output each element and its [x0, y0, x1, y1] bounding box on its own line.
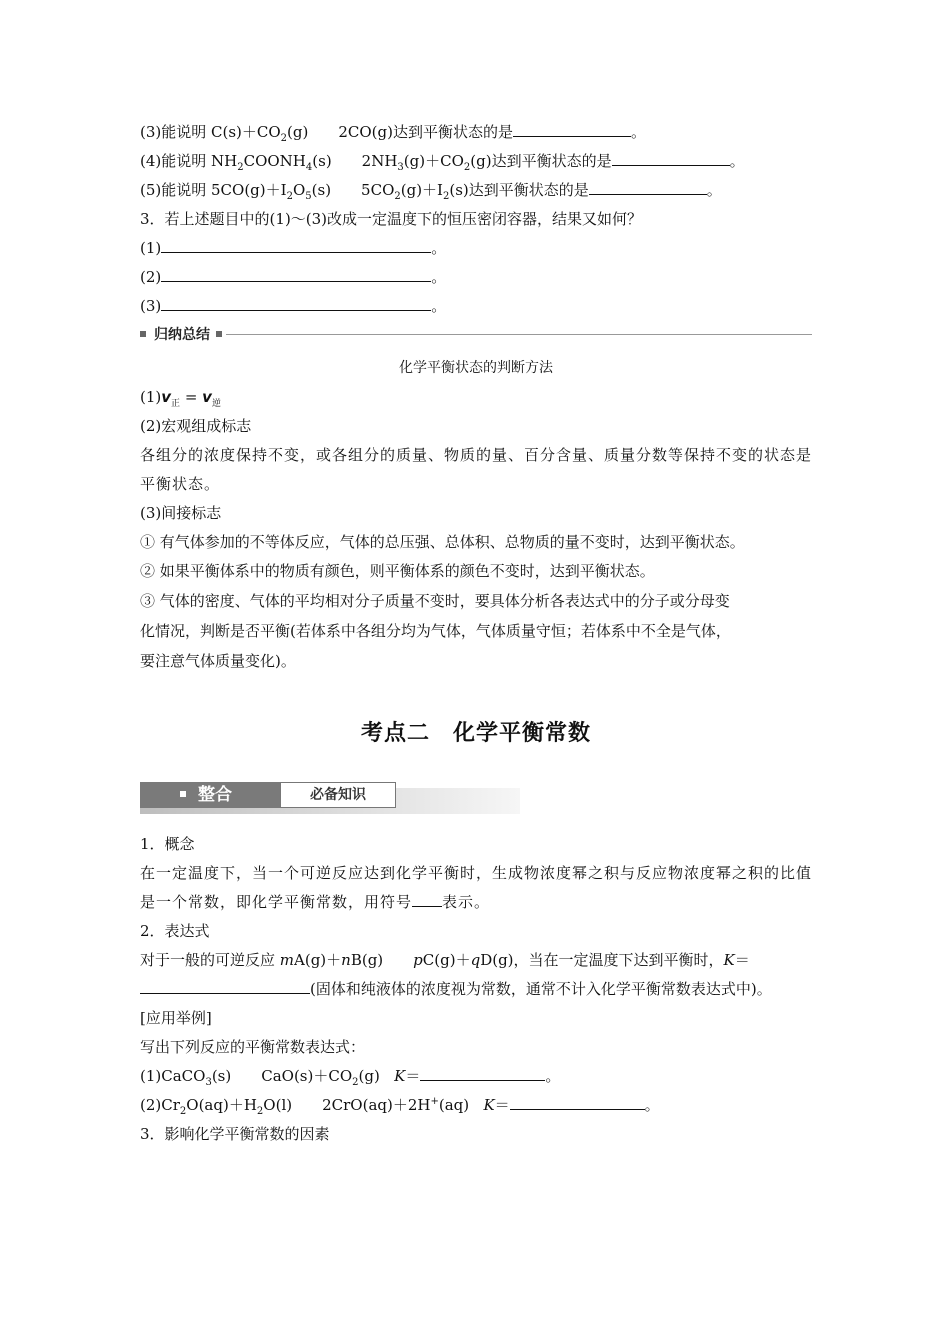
ex2-text: 2CrO(aq)＋2H — [322, 1096, 431, 1114]
coef-m: m — [279, 951, 295, 969]
divider — [226, 334, 812, 335]
heading-expression: 2．表达式 — [140, 922, 210, 940]
expr-note: (固体和纯液体的浓度视为常数，通常不计入化学平衡常数表达式中)。 — [310, 980, 772, 998]
question-extra-text: 3．若上述题目中的(1)～(3)改成一定温度下的恒压密闭容器，结果又如何？ — [140, 210, 643, 228]
sub: 2 — [286, 191, 293, 202]
period: 。 — [545, 1067, 561, 1085]
criterion-3: ③ 气体的密度、气体的平均相对分子质量不变时，要具体分析各表达式中的分子或分母变 — [140, 592, 730, 610]
sub-ni: 逆 — [211, 399, 221, 409]
sub: 2 — [256, 1106, 264, 1117]
section-title: 考点二 化学平衡常数 — [360, 721, 591, 746]
period: 。 — [644, 1096, 660, 1114]
ex2-text: (aq) — [438, 1096, 470, 1114]
sub: 3 — [205, 1077, 212, 1088]
sub: 5 — [305, 191, 312, 202]
period: 。 — [729, 152, 745, 170]
answer-blank[interactable] — [161, 238, 431, 253]
sub: 2 — [394, 191, 401, 202]
answer-blank[interactable] — [161, 296, 431, 311]
q5-text: (5)能说明 5CO(g)＋I — [140, 181, 287, 199]
ex2-text: O(l) — [263, 1096, 293, 1114]
answer-blank[interactable] — [140, 979, 310, 994]
summary-item-1 — [140, 383, 812, 412]
equals: ＝ — [734, 951, 750, 969]
summary-header-bar — [140, 323, 812, 345]
expr-text: C(g)＋ — [422, 951, 471, 969]
q4-text: COONH — [243, 152, 306, 170]
v-symbol: v — [161, 388, 172, 406]
tag-light-label: 必备知识 — [280, 782, 396, 808]
answer-blank[interactable] — [513, 122, 631, 137]
ex1-text: (1)CaCO — [140, 1067, 206, 1085]
sub: 3 — [397, 162, 404, 173]
q5-text: (s)达到平衡状态的是 — [449, 181, 589, 199]
expression-line — [140, 946, 812, 975]
sub: 2 — [179, 1106, 187, 1117]
expr-text: D(g)，当在一定温度下达到平衡时， — [480, 951, 724, 969]
sub: 4 — [305, 162, 313, 173]
equals: ＝ — [494, 1096, 510, 1114]
ex2-text: O(aq)＋H — [186, 1096, 257, 1114]
example-1 — [140, 1062, 812, 1091]
example-intro: 写出下列反应的平衡常数表达式： — [140, 1038, 366, 1056]
k-symbol: K — [723, 951, 735, 969]
k-symbol: K — [483, 1096, 495, 1114]
answer-blank[interactable] — [412, 892, 442, 907]
period: 。 — [630, 123, 646, 141]
q4-text: (s) — [312, 152, 332, 170]
q4-text: (g)达到平衡状态的是 — [470, 152, 612, 170]
question-extra — [140, 205, 812, 234]
item-prefix: (1) — [140, 388, 162, 406]
ex1-text: (g) — [358, 1067, 380, 1085]
ex1-text: (s) — [211, 1067, 232, 1085]
tag-dark-label: 整合 — [198, 785, 232, 805]
ex2-text: (2)Cr — [140, 1096, 180, 1114]
answer-blank[interactable] — [589, 180, 707, 195]
sub-zheng: 正 — [171, 399, 181, 409]
question-4 — [140, 147, 812, 176]
equals: ＝ — [405, 1067, 421, 1085]
sub: 2 — [280, 133, 288, 144]
question-5 — [140, 176, 812, 205]
period: 。 — [431, 239, 447, 257]
tag-dark — [140, 782, 280, 808]
sub: 2 — [463, 162, 471, 173]
answer-line-1 — [140, 234, 812, 263]
expr-text: B(g) — [350, 951, 384, 969]
document-page — [140, 118, 812, 1149]
q3-text: 2CO(g)达到平衡状态的是 — [338, 123, 513, 141]
period: 。 — [431, 268, 447, 286]
sub: 2 — [352, 1077, 359, 1088]
tag-bar — [140, 782, 520, 816]
example-2 — [140, 1091, 812, 1120]
summary-title: 化学平衡状态的判断方法 — [399, 360, 553, 376]
expr-text: 对于一般的可逆反应 — [140, 951, 280, 969]
q3-text: (3)能说明 C(s)＋CO — [140, 123, 281, 141]
coef-q: q — [470, 951, 481, 969]
criterion-3-cont: 化情况，判断是否平衡(若体系中各组分均为气体，气体质量守恒；若体系中不全是气体， — [140, 622, 731, 640]
q5-text: O — [292, 181, 306, 199]
concept-text-end: 表示。 — [442, 893, 491, 911]
expression-line-2 — [140, 975, 812, 1004]
q5-text: 5CO — [361, 181, 395, 199]
criterion-3-cont: 要注意气体质量变化)。 — [140, 652, 296, 670]
answer-blank[interactable] — [510, 1095, 645, 1110]
period: 。 — [706, 181, 722, 199]
summary-item-2: (2)宏观组成标志 — [140, 417, 252, 435]
answer-line-2 — [140, 263, 812, 292]
square-bullet-icon — [140, 331, 146, 337]
v-symbol: v — [202, 388, 212, 406]
answer-blank[interactable] — [161, 267, 431, 282]
period: 。 — [431, 297, 447, 315]
answer-label: (3) — [140, 297, 162, 315]
criterion-1: ① 有气体参加的不等体反应，气体的总压强、总体积、总物质的量不变时，达到平衡状态。 — [140, 533, 745, 551]
answer-line-3 — [140, 292, 812, 321]
sup-plus: + — [430, 1096, 439, 1107]
q4-text: (g)＋CO — [403, 152, 464, 170]
answer-label: (2) — [140, 268, 162, 286]
summary-label: 归纳总结 — [154, 327, 210, 343]
equals: = — [180, 388, 203, 406]
coef-p: p — [413, 951, 423, 969]
heading-factors: 3．影响化学平衡常数的因素 — [140, 1125, 330, 1143]
summary-item-2-text: 各组分的浓度保持不变，或各组分的质量、物质的量、百分含量、质量分数等保持不变的状态是平衡状态。 — [140, 446, 813, 493]
concept-paragraph — [140, 859, 812, 917]
question-3 — [140, 118, 812, 147]
coef-n: n — [341, 951, 351, 969]
summary-item-3: (3)间接标志 — [140, 504, 222, 522]
sub: 2 — [442, 191, 450, 202]
answer-blank[interactable] — [420, 1066, 545, 1081]
answer-blank[interactable] — [612, 151, 730, 166]
expr-text: A(g)＋ — [294, 951, 342, 969]
criterion-2: ② 如果平衡体系中的物质有颜色，则平衡体系的颜色不变时，达到平衡状态。 — [140, 562, 655, 580]
heading-concept: 1．概念 — [140, 835, 195, 853]
q4-text: 2NH — [361, 152, 398, 170]
q5-text: (s) — [311, 181, 332, 199]
k-symbol: K — [394, 1067, 406, 1085]
sub: 2 — [237, 162, 244, 173]
example-heading: [应用举例] — [140, 1009, 212, 1027]
square-bullet-icon — [180, 791, 186, 797]
ex1-text: CaO(s)＋CO — [261, 1067, 353, 1085]
q3-text: (g) — [287, 123, 309, 141]
q4-text: (4)能说明 NH — [140, 152, 238, 170]
q5-text: (g)＋I — [400, 181, 443, 199]
concept-text: 在一定温度下，当一个可逆反应达到化学平衡时，生成物浓度幂之积与反应物浓度幂之积的比值是一个常数，即化学平衡常数，用符号 — [140, 864, 813, 911]
square-bullet-icon — [216, 331, 222, 337]
answer-label: (1) — [140, 239, 162, 257]
